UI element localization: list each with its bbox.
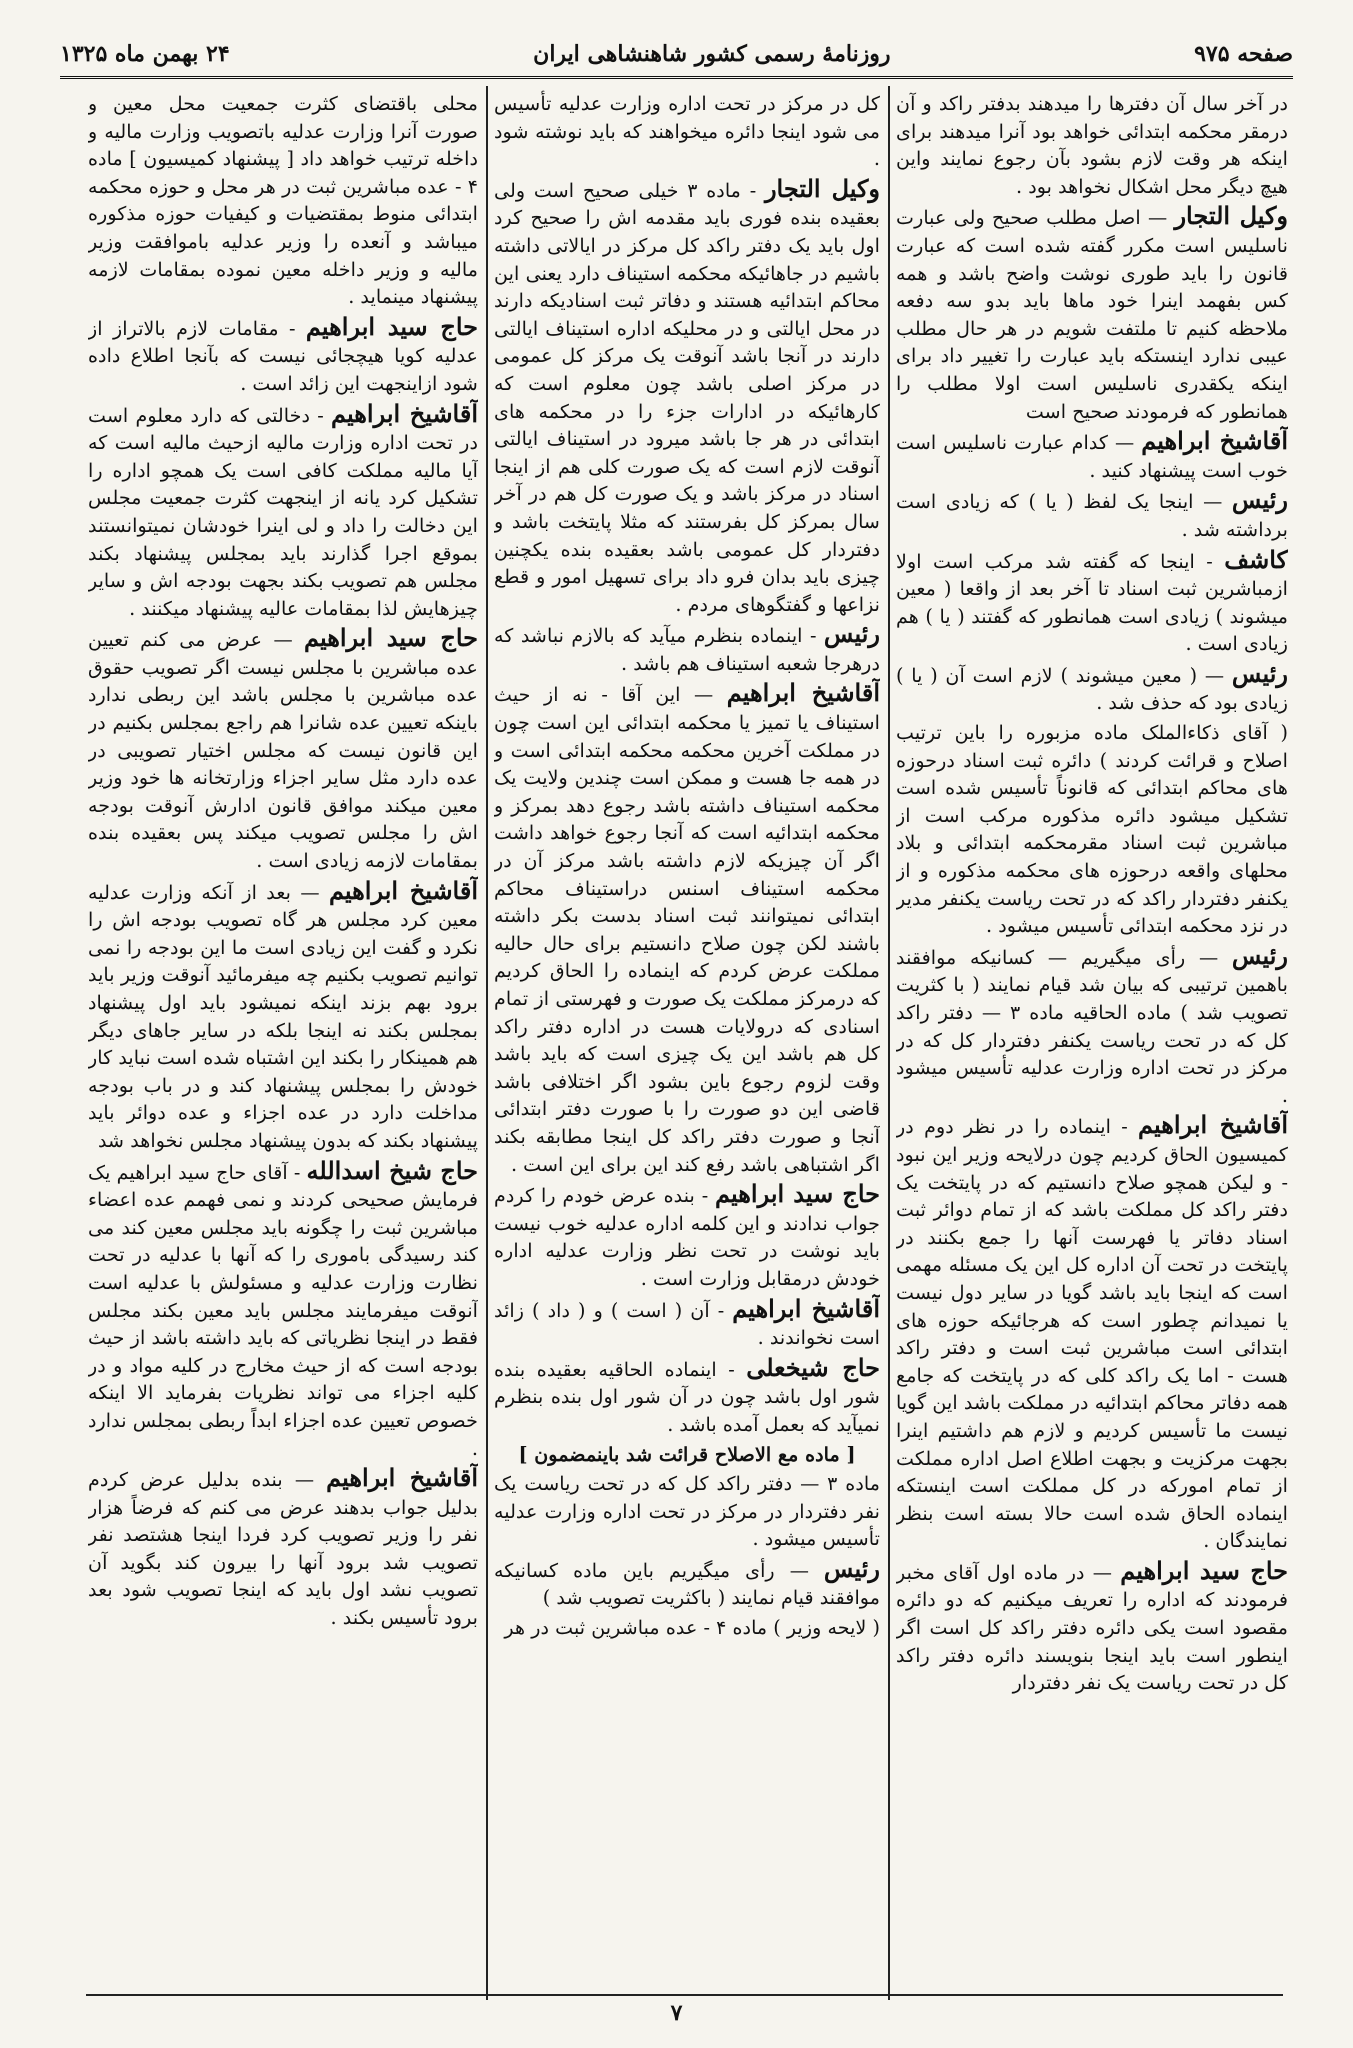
page-label: صفحه ۹۷۵ xyxy=(1194,41,1293,67)
speech-paragraph xyxy=(896,1557,1288,1697)
column-divider xyxy=(486,86,488,2000)
speaker-name: حاج شیخ اسدالله xyxy=(306,1155,478,1185)
speech-text: — کدام عبارت ناسلیس است خوب است پیشنهاد کنید . xyxy=(896,431,1288,482)
speaker-name: وکیل التجار xyxy=(1174,201,1288,231)
speaker-name: حاج سید ابراهیم xyxy=(715,1179,880,1209)
speech-text: - اینجا که گفته شد مرکب است اولا ازمباشرین ثبت اسناد تا آخر بعد از واقعا ( معین میشوند ) زیادی است همانطور که گفتند ( یا ) هم زیادی است . xyxy=(896,549,1288,656)
speech-text: — بعد از آنکه وزارت عدلیه معین کرد مجلس هر گاه تصویب بودجه اش را نکرد و گفت این زیادی است ما این بودجه را نمی توانیم تصویب بکنیم چه میفرمائید آنوقت وزیر باید برود بهم بزند اینکه نمیشود باید اول پیشنهاد بمجلس بکند نه اینجا بلکه در سایر جاهای دیگر هم همینکار را بکند این اشتباه شده است نباید کار خودش را بمجلس پیشنهاد کند و در باب بودجه مداخلت دارد در عده اجزاء و عده دوائر باید پیشنهاد بکند که بدون پیشنهاد مجلس نخواهد شد xyxy=(88,880,478,1152)
body-paragraph: کل در مرکز در تحت اداره وزارت عدلیه تأسیس می شود اینجا دائره میخواهند که باید نوشته شود . xyxy=(494,92,880,171)
speech-text: — ( معین میشوند ) لازم است آن ( یا ) زیادی بود که حذف شد . xyxy=(896,663,1288,715)
speech-text: - بنده عرض خودم را کردم جواب ندادند و این کلمه اداره عدلیه خوب نیست باید نوشت در تحت نظر وزارت عدلیه اداره خودش درمقابل وزارت است . xyxy=(494,1184,880,1290)
speech-paragraph xyxy=(494,1295,880,1352)
speaker-name: آقاشیخ ابراهیم xyxy=(1138,1110,1288,1140)
speech-paragraph xyxy=(896,486,1288,543)
speaker-name: رئیس xyxy=(1231,940,1288,970)
speech-text: — این آقا - نه از حیث استیناف یا تمیز یا محکمه ابتدائی این است چون در مملکت آخرین محکمه محکمه ابتدائی است و در همه جا هست و ممکن است چندین ولایت یک محکمه استیناف داشته باشد رجوع دهد بمرکز و محکمه ابتدائیه است که آنجا رجوع خواهد داشت اگر آن چیزیکه لازم داشته باشد مرکز آن در محکمه استیناف اسنس دراستیناف محاکم ابتدائی نمیتوانند ثبت اسناد بدست بکر داشته باشند لکن چون صلاح دانستیم برای حال حالیه مملکت عرض کردم که اینماده را الحاق کردیم که درمرکز مملکت یک صورت و فهرستی از تمام اسنادی که درولایات هست در اداره دفتر راکد کل هم باشد این یک چیزی است که باید باشد وقت لزوم رجوع باین بشود اگر اختلافی باشد قاضی این دو صورت را با صورت دفتر ابتدائی آنجا و صورت دفتر راکد کل اینجا مطابقه بکند اگر اشتباهی باشد رفع کند این برای این است . xyxy=(494,683,880,1176)
speaker-name: حاج سید ابراهیم xyxy=(1120,1555,1288,1585)
speaker-name: آقاشیخ ابراهیم xyxy=(328,875,478,905)
speech-paragraph xyxy=(88,1157,478,1463)
speech-text: — بنده بدلیل عرض کردم بدلیل جواب بدهند عرض می کنم که فرضاً هزار نفر را وزیر تصویب کرد فردا اینجا هشتصد نفر تصویب شد برود آنها را بیرون کند بگوید آن تصویب نشد اول باید که اینجا تصویب شود بعد برود تأسیس بکند . xyxy=(88,1468,478,1630)
speech-text: — عرض می کنم تعیین عده مباشرین با مجلس نیست اگر تصویب حقوق عده مباشرین با مجلس باشد این ربطی ندارد باینکه تعیین عده شانرا هم راجع بمجلس بکنیم در این قانون نیست که مجلس اختیار تصویبی در عده دارد مثل سایر اجزاء وزارتخانه ها خود وزیر معین میکند موافق قانون ادارش آنوقت بودجه اش را مجلس تصویب میکند پس بعقیده بنده بمقامات لازمه زیادی است . xyxy=(88,628,478,873)
speaker-name: کاشف xyxy=(1224,544,1288,574)
speech-paragraph xyxy=(896,942,1288,1110)
speaker-name: حاج سید ابراهیم xyxy=(305,311,478,341)
column-left xyxy=(88,90,478,1978)
speaker-name: آقاشیخ ابراهیم xyxy=(326,1463,478,1493)
column-middle xyxy=(494,90,880,1978)
speaker-name: حاج شیخعلی xyxy=(746,1352,880,1382)
speech-paragraph xyxy=(494,620,880,677)
speech-text: — رأی میگیریم — کسانیکه موافقند باهمین ترتیبی که بیان شد قیام نمایند ( با کثریت تصویب شد ) ماده الحاقیه ماده ۳ — دفتر راکد کل که در تحت ریاست یکنفر دفتردار کل که در مرکز در تحت اداره وزارت عدلیه تأسیس میشود . xyxy=(896,945,1288,1107)
speaker-name: آقاشیخ ابراهیم xyxy=(331,398,478,428)
page-header xyxy=(60,32,1293,79)
speaker-name: آقاشیخ ابراهیم xyxy=(726,678,880,708)
speech-paragraph xyxy=(88,877,478,1155)
speaker-name: حاج سید ابراهیم xyxy=(304,623,478,653)
body-paragraph: در آخر سال آن دفترها را میدهند بدفتر راکد و آن درمقر محکمه ابتدائی خواهد بود آنرا میدهند برای اینکه هر وقت لازم بشود بآن رجوع نمایند واین هیچ دیگر محل اشکال نخواهد بود . xyxy=(896,92,1288,198)
speech-text: - اینماده بنظرم میآید که بالازم نباشد که درهرجا شعبه استیناف هم باشد . xyxy=(494,624,880,675)
speaker-name: آقاشیخ ابراهیم xyxy=(1141,426,1288,456)
speech-paragraph xyxy=(88,400,478,623)
speech-paragraph xyxy=(88,313,478,398)
speech-paragraph xyxy=(896,546,1288,658)
body-paragraph: ( لایحه وزیر ) ماده ۴ - عده مباشرین ثبت در هر xyxy=(504,1616,880,1640)
speech-paragraph xyxy=(494,175,880,619)
speech-text: - ماده ۳ خیلی صحیح است ولی بعقیده بنده فوری باید مقدمه اش را صحیح کرد اول باید یک دفتر راکد کل مرکز در ایالاتی داشته باشیم در جاهائیکه محکمه استیناف دارد یعنی این محاکم ابتدائیه هستند و دفاتر ثبت اسنادیکه دارند در محل ایالتی و در محلیکه اداره استیناف ایالتی دارند در آنجا باشد آنوقت یک مرکز کل عمومی در مرکز اصلی باشد چون معلوم است که کارهائیکه در ادارات جزء را در محکمه های ابتدائی در هر جا باشد میرود در استیناف ایالتی آنوقت لازم است که یک صورت کلی هم از اینجا اسناد در مرکز باشد و یک صورت کل هم در آخر سال بمرکز کل بفرستند که مثلا پایتخت باشد و دفتردار کل عمومی باشد بعقیده بنده یکچنین چیزی باید بدان فرو داد برای تسهیل امور و قطع نزاعها و گفتگوهای مردم . xyxy=(494,178,880,616)
speech-paragraph xyxy=(896,427,1288,484)
speech-paragraph xyxy=(88,624,478,874)
body-paragraph: ( آقای ذکاءالملک ماده مزبوره را باین ترتیب اصلاح و قرائت کردند ) دائره ثبت اسناد درحوزه های محاکم ابتدائی که قانوناً تأسیس شده است تشکیل میشود دائره مذکوره مرکب است از مباشرین ثبت اسناد مقرمحکمه ابتدائی و بلاد محلهای واقعه درحوزه های محکمه مذکوره و از یکنفر دفتردار راکد که در تحت ریاست یکنفر مدیر در نزد محکمه ابتدائی تأسیس میشود . xyxy=(896,721,1288,938)
speech-text: — اینجا یک لفظ ( یا ) که زیادی است برداشته شد . xyxy=(896,490,1288,541)
body-paragraph: محلی باقتضای کثرت جمعیت محل معین و صورت آنرا وزارت عدلیه باتصویب وزارت مالیه و داخله ترتیب خواهد داد [ پیشنهاد کمیسیون ] ماده ۴ - عده مباشرین ثبت در هر محل و حوزه محکمه ابتدائی منوط بمقتضیات و کیفیات حوزه مذکوره میباشد و آنعده را وزیر عدلیه باموافقت وزیر مالیه و وزیر داخله معین نموده بمقامات لازمه پیشنهاد مینماید . xyxy=(88,92,478,309)
page-number: ۷ xyxy=(670,2000,683,2026)
speech-text: - اینماده الحاقیه بعقیده بنده شور اول باشد چون در آن شور اول بنده بنظرم نمیآید که بعمل آمده باشد . xyxy=(494,1357,880,1436)
speech-paragraph xyxy=(494,679,880,1178)
speaker-name: آقاشیخ ابراهیم xyxy=(732,1293,880,1323)
speech-text: - مقامات لازم بالاتراز از عدلیه کویا هیچجائی نیست که بآنجا اطلاع داده شود ازاینجهت این زائد است . xyxy=(88,316,478,395)
speech-paragraph xyxy=(494,1354,880,1439)
speaker-name: رئیس xyxy=(823,619,880,649)
speech-text: - دخالتی که دارد معلوم است در تحت اداره وزارت مالیه ازحیث مالیه است که آیا مالیه مملکت کافی است یک همچو اداره را تشکیل کرد یانه از اینجهت کثرت جمعیت مجلس این دخالت را داد و لی اینرا خودشان نمیتوانستند بموقع اجرا گذارند باید بمجلس پیشنهاد بکند مجلس هم تصویب بکند بجهت بودجه اش و سایر چیزهایش لذا بمقامات عالیه پیشنهاد میکنند . xyxy=(88,403,478,620)
speech-paragraph xyxy=(896,202,1288,425)
speech-text: - آقای حاج سید ابراهیم یک فرمایش صحیحی کردند و نمی فهمم عده اعضاء مباشرین ثبت را چگونه باید مجلس معین کند می کند رسیدگی باموری را که آنها با عدلیه در تحت نظارت وزارت عدلیه و مسئولش با عدلیه است آنوقت میفرمایند مجلس باید معین بکند مجلس فقط در اینجا نظریاتی که باید داشته باشد از حیث بودجه است که از حیث مخارج در کلیه مواد و در کلیه اجزاء می تواند نظریات بفرماید الا اینکه خصوص تعیین عده اجزاء ابداً ربطی بمجلس ندارد . xyxy=(88,1160,478,1460)
bracket-note: [ ماده مع الاصلاح قرائت شد باینمضمون ] xyxy=(518,1442,856,1466)
speaker-name: رئیس xyxy=(1231,485,1288,515)
speech-paragraph xyxy=(494,1555,880,1612)
speech-paragraph xyxy=(896,1111,1288,1555)
bottom-rule xyxy=(86,1994,1283,1996)
speech-text: — رأی میگیریم باین ماده کسانیکه موافقند قیام نمایند ( باکثریت تصویب شد ) xyxy=(494,1558,880,1610)
speaker-name: رئیس xyxy=(1231,658,1288,688)
gazette-title: روزنامهٔ رسمی کشور شاهنشاهی ایران xyxy=(533,41,891,67)
speech-paragraph xyxy=(494,1180,880,1292)
speech-text: - اینماده را در نظر دوم در کمیسیون الحاق کردیم چون درلایحه وزیر این نبود - و لیکن همچو صلاح دانستیم که در پایتخت یک دفتر راکد کل مملکت باشد که از تمام دوائر ثبت اسناد دفاتر یا فهرست آنها را جمع بکنند در پایتخت در تحت آن اداره کل این یک مسئله مهمی است که اینجا باید باشد گویا در سایر دول نیست یا نمیدانم چطور است که هرجائیکه حوزه های ابتدائی است مباشرین ثبت است و دفتر راکد هست - اما یک راکد کلی که در پایتخت که جامع همه دفاتر محاکم ابتدائیه در مملکت باشد این گویا نیست ما تأسیس کردیم و لازم هم داشتیم اینرا بجهت مرکزیت و بجهت اطلاع اصل اداره مملکت از تمام امورکه در کل مملکت است اینستکه اینماده الحاق شده است حالا بسته است بنظر نمایندگان . xyxy=(896,1115,1288,1553)
column-divider xyxy=(888,86,890,2000)
speaker-name: رئیس xyxy=(823,1553,880,1583)
issue-date: ۲۴ بهمن ماه ۱۳۲۵ xyxy=(60,41,230,67)
speech-paragraph xyxy=(88,1464,478,1632)
column-right xyxy=(896,90,1288,1978)
speaker-name: وکیل التجار xyxy=(764,173,880,203)
body-paragraph: ماده ۳ — دفتر راکد کل که در تحت ریاست یک نفر دفتردار در مرکز در تحت اداره وزارت عدلیه تأسیس میشود . xyxy=(494,1472,880,1551)
speech-text: - آن ( است ) و ( داد ) زائد است نخواندند . xyxy=(494,1298,880,1350)
speech-text: — اصل مطلب صحیح ولی عبارت ناسلیس است مکرر گفته شده است که عبارت قانون را باید طوری نوشت واضح باشد و همه کس بفهمد اینرا خود ماها باید بدو سه دفعه ملاحظه کنیم تا ملتفت شویم در هر حال مطلب عیبی ندارد اینستکه باید عبارت را تغییر داد برای اینکه یکقدری ناسلیس است اولا مطلب را همانطور که فرمودند صحیح است xyxy=(896,206,1288,423)
speech-paragraph xyxy=(896,660,1288,717)
speech-text: — در ماده اول آقای مخبر فرمودند که اداره را تعریف میکنیم که دو دائره مقصود است یکی دائره دفتر راکد کل است اگر اینطور است باید اینجا بنویسند دائره دفتر راکد کل در تحت ریاست یک نفر دفتردار xyxy=(896,1560,1288,1695)
